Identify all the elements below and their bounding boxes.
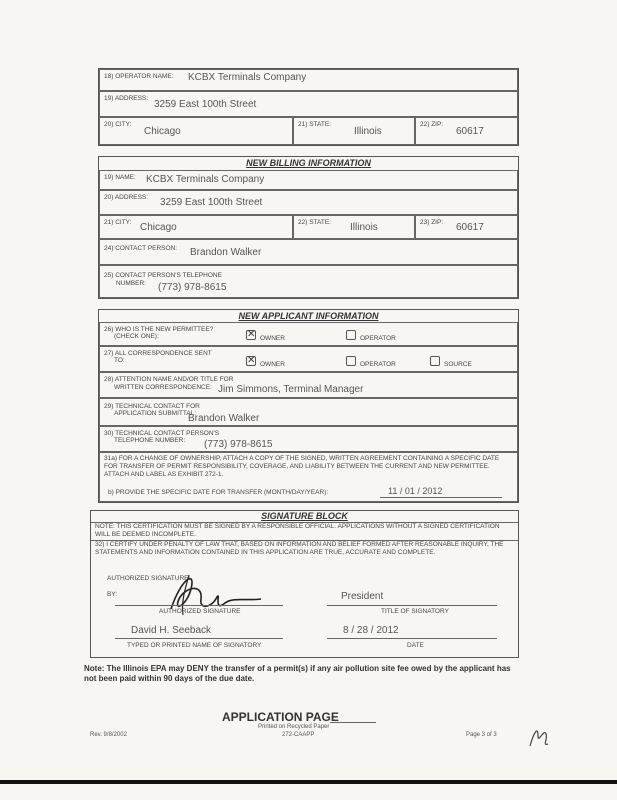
operator-city-label: 20) CITY: [104, 121, 132, 128]
billing-header: NEW BILLING INFORMATION [246, 158, 371, 168]
billing-address-label: 20) ADDRESS: [104, 194, 149, 201]
q26-cell [99, 322, 518, 346]
name-line [115, 638, 283, 639]
certify-text: 32) I CERTIFY UNDER PENALTY OF LAW THAT, BASED ON INFORMATION AND BELIEF FORMED AFTER REASONABLE INQUIRY, THE STATEMENTS AND INFORMATION CONTAINED IN THIS APPLICATION ARE TRUE, ACCURATE AND COMPLETE. [95, 541, 504, 556]
permittee-operator-label: OPERATOR [360, 335, 396, 342]
billing-name-value: KCBX Terminals Company [146, 174, 265, 185]
date-label: DATE [407, 642, 424, 649]
title-label: TITLE OF SIGNATORY [381, 608, 449, 615]
attention-value: Jim Simmons, Terminal Manager [218, 384, 364, 395]
transfer-date-value: 11 / 01 / 2012 [388, 486, 443, 496]
billing-city-value: Chicago [140, 222, 177, 233]
billing-section [98, 156, 519, 299]
operator-zip-cell [415, 117, 518, 145]
tech-phone-value: (773) 978-8615 [204, 439, 273, 450]
billing-city-cell [99, 215, 293, 239]
correspondence-source-checkbox[interactable] [430, 356, 440, 366]
q31b-text: b) PROVIDE THE SPECIFIC DATE FOR TRANSFER (MONTH/DAY/YEAR): [108, 489, 329, 496]
q27-cell [99, 346, 518, 372]
signatory-name-value: David H. Seeback [131, 625, 212, 636]
operator-name-cell [99, 69, 518, 91]
rev-label: Rev. 9/8/2002 [90, 732, 127, 738]
billing-name-cell [99, 170, 518, 190]
q30-cell [99, 426, 518, 452]
operator-address-cell [99, 91, 518, 117]
billing-state-value: Illinois [350, 222, 378, 233]
title-value: President [341, 591, 384, 602]
billing-phone-value: (773) 978-8615 [158, 282, 227, 293]
application-page-label: APPLICATION PAGE [222, 710, 339, 724]
q31a-text: 31a) FOR A CHANGE OF OWNERSHIP, ATTACH A COPY OF THE SIGNED, WRITTEN AGREEMENT CONTAINING A SPECIFIC DATE FOR TRANSFER OF PERMIT RESPONSIBILITY, COVERAGE, AND LIABILITY BETWEEN THE CURRENT AND NEW PERMITTEE. ATTACH AND LABEL AS EXHIBIT 272-1. [104, 455, 500, 478]
billing-phone-label-2: NUMBER: [116, 280, 146, 287]
operator-city-cell [99, 117, 293, 145]
applicant-section [98, 309, 519, 503]
operator-state-cell [293, 117, 415, 145]
tech-contact-value: Brandon Walker [188, 413, 260, 424]
q28-label-2: WRITTEN CORRESPONDENCE: [114, 384, 212, 391]
permittee-owner-label: OWNER [260, 335, 285, 342]
billing-state-label: 22) STATE: [298, 219, 331, 226]
app-page-line [330, 722, 376, 723]
signature-line [115, 605, 283, 606]
q29-label: 29) TECHNICAL CONTACT FOR [104, 403, 200, 410]
correspondence-source-label: SOURCE [444, 361, 472, 368]
page-number: Page 3 of 3 [466, 732, 497, 738]
q26-label: 26) WHO IS THE NEW PERMITTEE? [104, 326, 214, 333]
by-label: BY: [107, 591, 118, 598]
transfer-date-line [380, 497, 502, 498]
q26-label-2: (CHECK ONE): [114, 333, 159, 340]
applicant-header: NEW APPLICANT INFORMATION [238, 311, 379, 321]
bottom-edge-bar [0, 780, 617, 784]
billing-zip-cell [415, 215, 518, 239]
q31-cell [99, 452, 518, 502]
billing-phone-label: 25) CONTACT PERSON'S TELEPHONE [104, 272, 222, 279]
signature-note: NOTE: THIS CERTIFICATION MUST BE SIGNED BY A RESPONSIBLE OFFICIAL. APPLICATIONS WITHOUT A SIGNED CERTIFICATION WILL BE DEEMED INCOMPLETE. [95, 523, 500, 538]
billing-state-cell [293, 215, 415, 239]
billing-name-label: 19) NAME: [104, 174, 136, 181]
q27-label-2: TO: [114, 357, 125, 364]
operator-name-label: 18) OPERATOR NAME: [104, 73, 174, 80]
operator-name-value: KCBX Terminals Company [188, 72, 307, 83]
correspondence-owner-label: OWNER [260, 361, 285, 368]
q29-label-2: APPLICATION SUBMITTAL: [114, 410, 197, 417]
permittee-owner-checkbox[interactable]: ✕ [247, 329, 256, 340]
q28-label: 28) ATTENTION NAME AND/OR TITLE FOR [104, 376, 234, 383]
printed-label: Printed on Recycled Paper [258, 724, 330, 730]
q28-cell [99, 372, 518, 398]
date-line [327, 638, 497, 639]
billing-zip-label: 23) ZIP: [420, 219, 444, 226]
date-value: 8 / 28 / 2012 [343, 625, 399, 636]
title-line [327, 605, 497, 606]
operator-state-label: 21) STATE: [298, 121, 331, 128]
signature-header: SIGNATURE BLOCK [261, 511, 348, 521]
operator-section [98, 68, 519, 146]
operator-zip-value: 60617 [456, 126, 484, 137]
billing-contact-label: 24) CONTACT PERSON: [104, 245, 178, 252]
correspondence-operator-label: OPERATOR [360, 361, 396, 368]
signature-section [90, 510, 519, 658]
billing-address-value: 3259 East 100th Street [160, 197, 263, 208]
billing-phone-cell [99, 265, 518, 298]
operator-address-label: 19) ADDRESS: [104, 95, 149, 102]
operator-state-value: Illinois [354, 126, 382, 137]
q27-label: 27) ALL CORRESPONDENCE SENT [104, 350, 212, 357]
authorized-label: AUTHORIZED SIGNATURE: [107, 575, 191, 582]
form-id-label: 272-CAAPP [282, 732, 315, 738]
billing-zip-value: 60617 [456, 222, 484, 233]
billing-contact-value: Brandon Walker [190, 247, 262, 258]
billing-contact-cell [99, 239, 518, 265]
q30-label-2: TELEPHONE NUMBER: [114, 437, 186, 444]
auth-sig-label: AUTHORIZED SIGNATURE [159, 608, 241, 615]
correspondence-owner-checkbox[interactable]: ✕ [247, 355, 256, 366]
q29-cell [99, 398, 518, 426]
q30-label: 30) TECHNICAL CONTACT PERSON'S [104, 430, 220, 437]
billing-city-label: 21) CITY: [104, 219, 132, 226]
name-label: TYPED OR PRINTED NAME OF SIGNATORY [127, 642, 262, 649]
operator-city-value: Chicago [144, 126, 181, 137]
correspondence-operator-checkbox[interactable] [346, 356, 356, 366]
operator-address-value: 3259 East 100th Street [154, 99, 257, 110]
permittee-operator-checkbox[interactable] [346, 330, 356, 340]
billing-address-cell [99, 190, 518, 215]
operator-zip-label: 22) ZIP: [420, 121, 444, 128]
footer-note: Note: The Illinois EPA may DENY the transfer of a permit(s) if any air pollution site fee owed by the applicant has not been paid within 90 days of the due date. [84, 664, 511, 683]
initials-mark [526, 722, 552, 750]
